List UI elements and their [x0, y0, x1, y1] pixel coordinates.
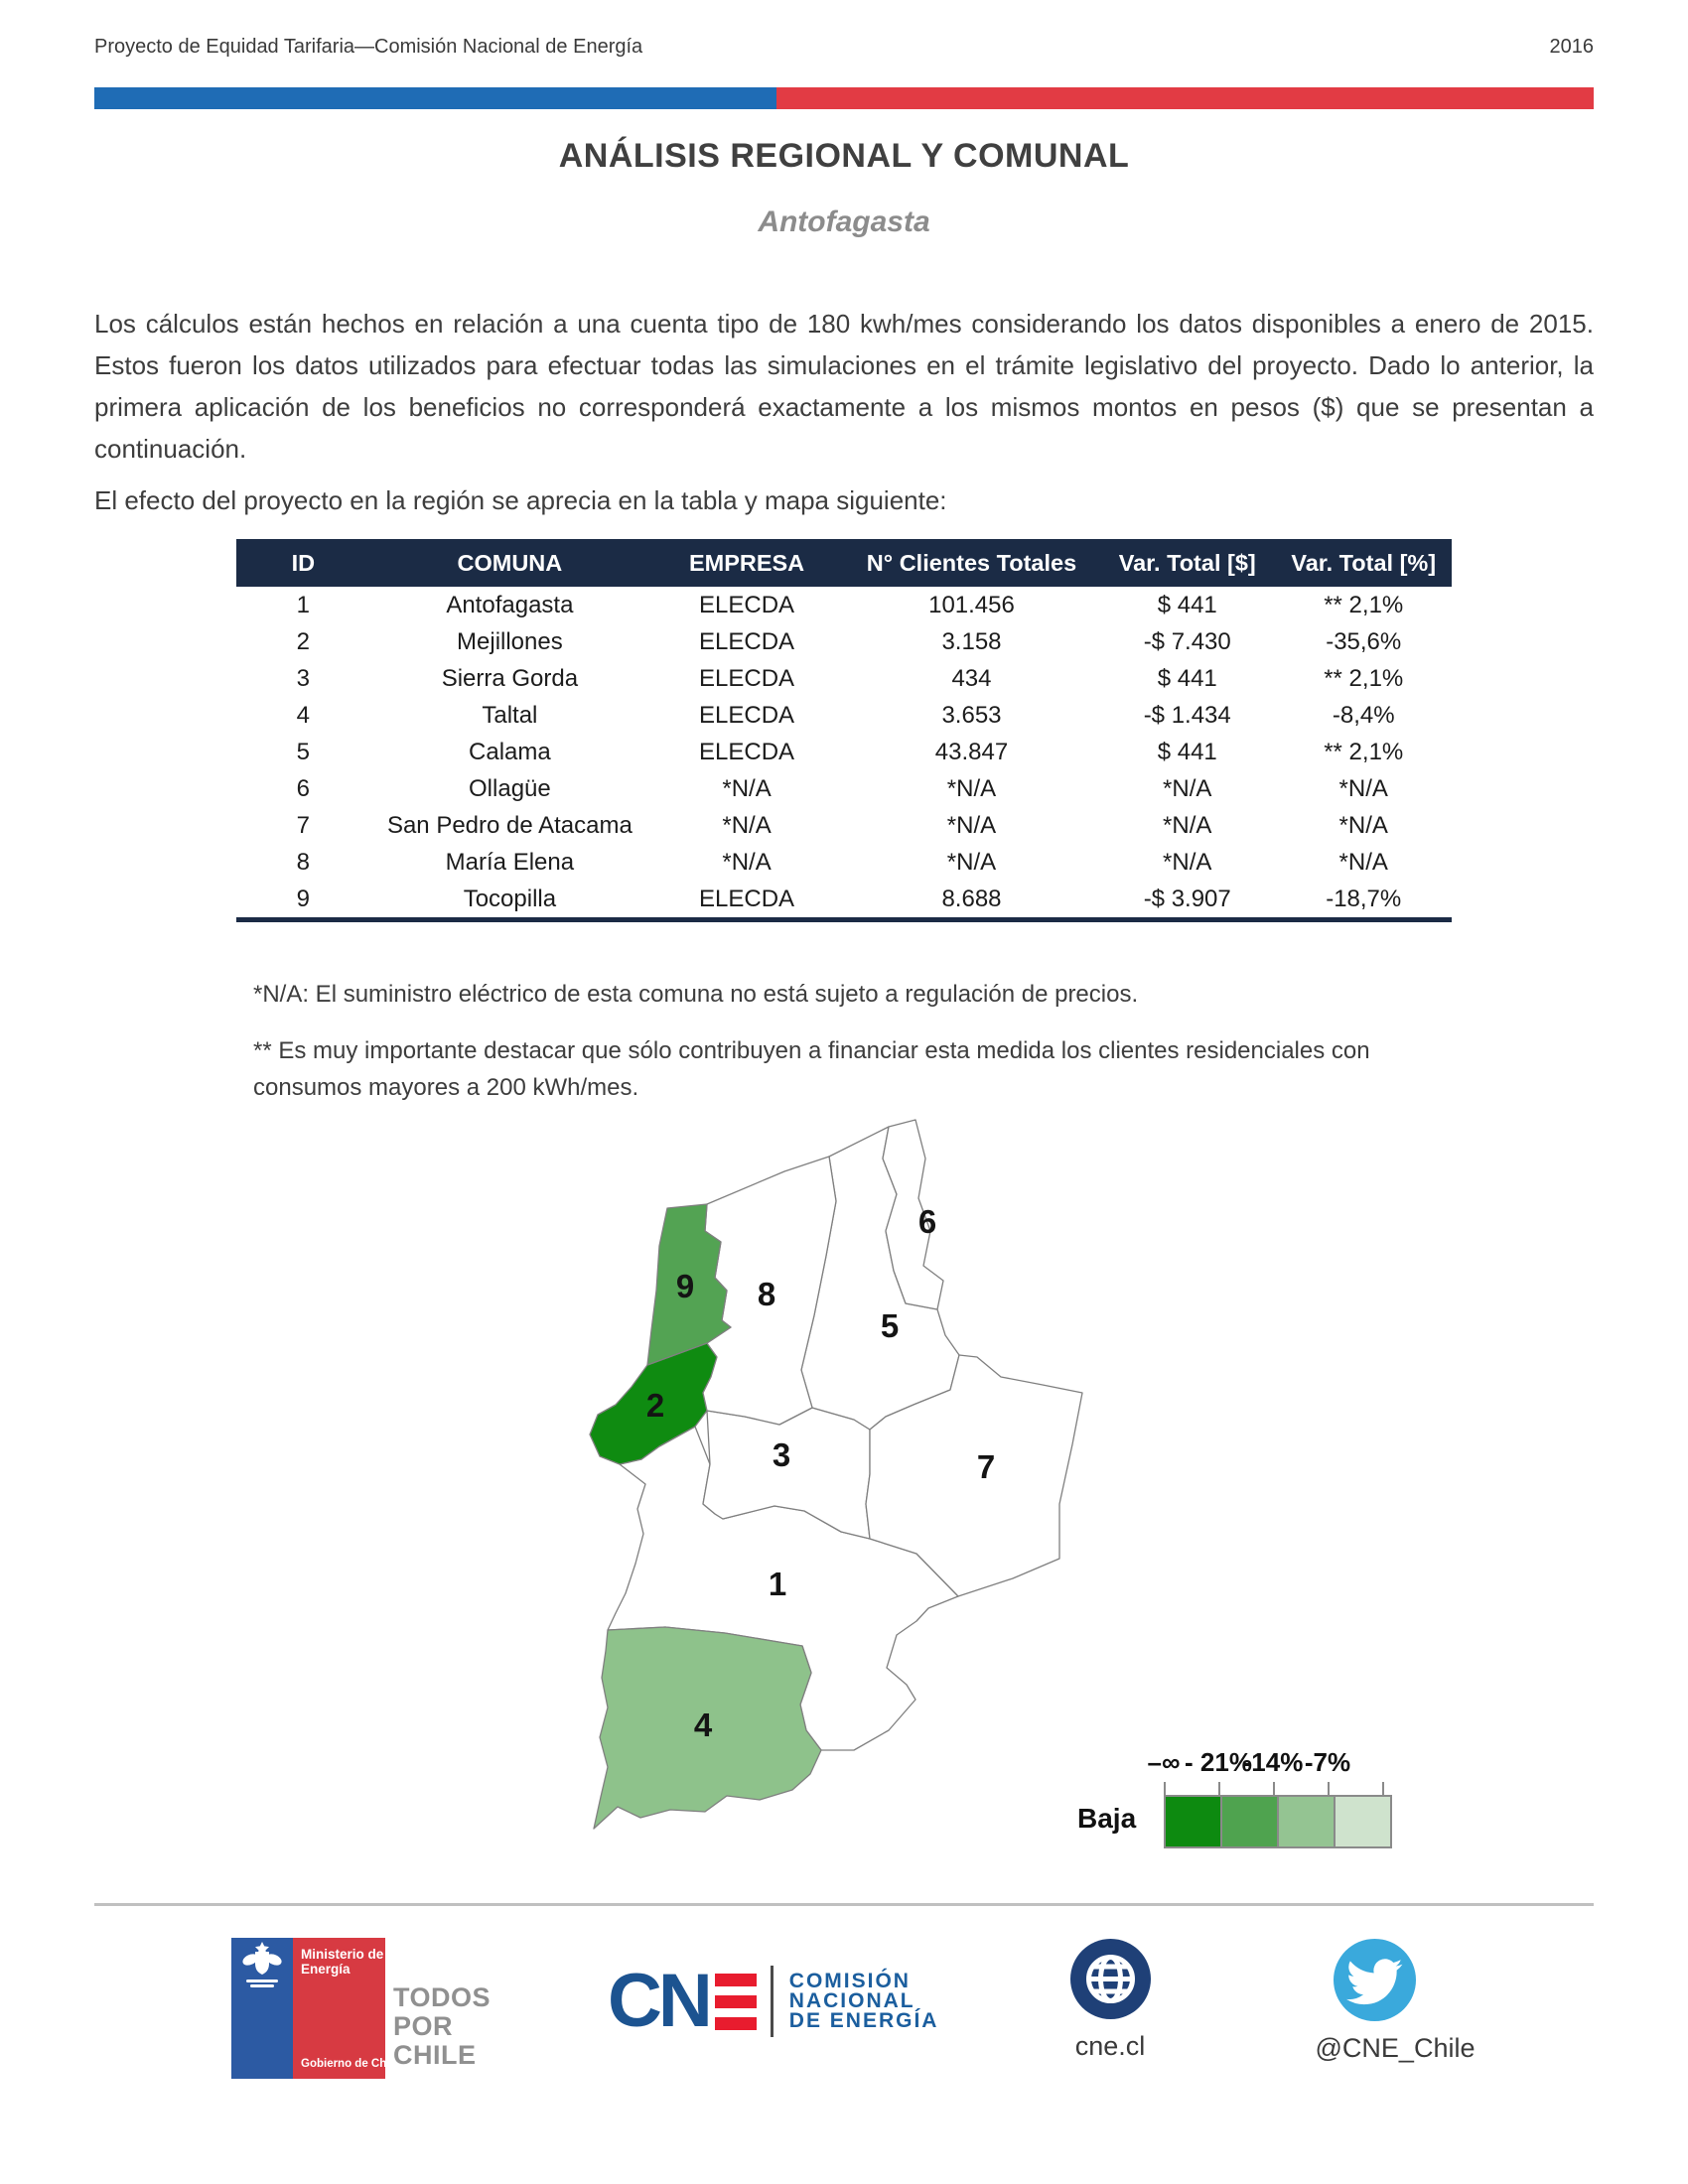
coat-of-arms-icon: [240, 1938, 284, 1997]
document-header-title: Proyecto de Equidad Tarifaria—Comisión Nacional de Energía: [94, 36, 643, 58]
table-row: [236, 623, 1452, 660]
table-row: [236, 734, 1452, 770]
ministry-logo: [231, 1938, 400, 2079]
table-cell: Taltal: [482, 701, 538, 729]
ministry-title-line1: Ministerio de: [301, 1947, 384, 1962]
cne-logo-name: [789, 1972, 939, 2031]
region-map-svg: [556, 1117, 1172, 1891]
table-cell: San Pedro de Atacama: [386, 811, 633, 839]
cne-logo-acronym: CN: [608, 1959, 709, 2043]
flag-bar-red-segment: [776, 87, 1594, 109]
table-cell: *N/A: [946, 811, 997, 839]
table-cell: ELECDA: [699, 591, 795, 618]
table-cell: 5: [296, 738, 310, 765]
cne-name-line2: NACIONAL: [788, 1989, 915, 2012]
table-cell: Tocopilla: [463, 885, 557, 912]
table-row: [236, 587, 1452, 623]
legend-tick: [1382, 1782, 1384, 1795]
legend-color-cell: [1279, 1797, 1336, 1846]
table-cell: 2: [296, 627, 310, 655]
website-label: cne.cl: [1074, 2031, 1146, 2061]
table-cell: Calama: [469, 738, 551, 765]
legend-title: Baja: [1077, 1803, 1137, 1834]
table-cell: -$ 1.434: [1143, 701, 1231, 729]
table-cell: *N/A: [1338, 848, 1388, 876]
ministry-logo-government: Gobierno de Chile: [301, 2058, 400, 2070]
table-row: [236, 660, 1452, 697]
table-cell: ELECDA: [699, 738, 795, 765]
map-label-1: 1: [768, 1566, 787, 1602]
ministry-logo-blue-panel: [231, 1938, 293, 2079]
column-header: Var. Total [%]: [1275, 539, 1452, 587]
legend-tick: [1273, 1782, 1275, 1795]
table-cell: ELECDA: [699, 627, 795, 655]
table-lead-in: El efecto del proyecto en la región se aprecia en la tabla y mapa siguiente:: [94, 485, 947, 515]
cne-logo-e-bars-icon: [715, 1974, 757, 2030]
table-cell: Antofagasta: [446, 591, 574, 618]
legend-color-cell: [1222, 1797, 1279, 1846]
table-cell: ELECDA: [699, 701, 795, 729]
table-cell: 8: [296, 848, 310, 876]
table-row: [236, 807, 1452, 844]
legend-tick: [1328, 1782, 1330, 1795]
page-title: ANÁLISIS REGIONAL Y COMUNAL: [558, 137, 1130, 175]
map-label-9: 9: [675, 1268, 695, 1304]
document-header-year: 2016: [1549, 36, 1594, 58]
cne-logo-divider: [771, 1966, 774, 2037]
legend-color-cell: [1166, 1797, 1222, 1846]
table-cell: ** 2,1%: [1324, 591, 1404, 618]
table-cell: 3: [296, 664, 310, 692]
table-cell: Ollagüe: [469, 774, 551, 802]
legend-tick-label: -7%: [1304, 1747, 1351, 1777]
legend-tick-label: –∞: [1147, 1747, 1181, 1777]
table-cell: *N/A: [1338, 774, 1388, 802]
legend-ticks: [1164, 1782, 1384, 1795]
table-cell: $ 441: [1157, 738, 1217, 765]
table-cell: *N/A: [722, 774, 772, 802]
column-header: COMUNA: [370, 539, 650, 587]
column-header: ID: [236, 539, 370, 587]
table-cell: -35,6%: [1326, 627, 1402, 655]
table-cell: ELECDA: [699, 885, 795, 912]
table-row: [236, 844, 1452, 881]
table-cell: *N/A: [946, 848, 997, 876]
region-map: [556, 1117, 1172, 1891]
table-cell: 3.653: [941, 701, 1002, 729]
table-cell: 8.688: [941, 885, 1002, 912]
flag-bar-blue-segment: [94, 87, 776, 109]
table-cell: -$ 3.907: [1143, 885, 1231, 912]
column-header: EMPRESA: [649, 539, 844, 587]
todos-por-chile-wordmark: [393, 1983, 491, 2070]
table-row: [236, 697, 1452, 734]
table-cell: 4: [296, 701, 310, 729]
cne-name-line3: DE ENERGÍA: [788, 2009, 939, 2032]
table-cell: -18,7%: [1326, 885, 1402, 912]
footer-divider: [94, 1903, 1594, 1906]
table-cell: Sierra Gorda: [441, 664, 579, 692]
map-label-4: 4: [693, 1706, 713, 1743]
todos-line2: POR: [393, 2011, 454, 2041]
table-cell: *N/A: [1163, 774, 1212, 802]
map-label-3: 3: [772, 1436, 791, 1473]
comuna-table: [236, 539, 1452, 922]
table-row: [236, 881, 1452, 920]
table-cell: ** 2,1%: [1324, 664, 1404, 692]
cne-name-line1: COMISIÓN: [788, 1970, 911, 1992]
legend-tick-label: - 21%: [1185, 1747, 1252, 1777]
ministry-logo-title: [301, 1947, 385, 1977]
twitter-handle-label: @CNE_Chile: [1315, 2033, 1476, 2063]
table-cell: *N/A: [1163, 848, 1212, 876]
table-header-row: [236, 539, 1452, 587]
footnote-na: *N/A: El suministro eléctrico de esta comuna no está sujeto a regulación de precios.: [253, 981, 1139, 1008]
map-label-7: 7: [976, 1448, 996, 1485]
column-header: N° Clientes Totales: [844, 539, 1099, 587]
map-label-2: 2: [645, 1387, 665, 1424]
table-cell: 9: [296, 885, 310, 912]
legend-tick: [1218, 1782, 1220, 1795]
table-cell: 7: [296, 811, 310, 839]
table-cell: *N/A: [1338, 811, 1388, 839]
intro-paragraph: Los cálculos están hechos en relación a una cuenta tipo de 180 kwh/mes considerando los datos disponibles a enero de 2015. Estos fueron los datos utilizados para efectuar todas las simulaciones en el trámite legislativo del proyecto. Dado lo anterior, la primera aplicación de los beneficios no corresponderá exactamente a los mismos montos en pesos ($) que se presentan a continuación.: [94, 309, 1594, 464]
map-label-5: 5: [880, 1307, 900, 1344]
table-cell: ELECDA: [699, 664, 795, 692]
table-cell: *N/A: [946, 774, 997, 802]
table-cell: ** 2,1%: [1324, 738, 1404, 765]
column-header: Var. Total [$]: [1099, 539, 1275, 587]
footnote-asterisks: ** Es muy importante destacar que sólo contribuyen a financiar esta medida los clientes residenciales con consumos mayores a 200 kWh/mes.: [253, 1037, 1370, 1101]
globe-icon: [1070, 1939, 1151, 2024]
map-label-8: 8: [757, 1276, 776, 1312]
legend-tick-label: -14%: [1242, 1747, 1304, 1777]
legend-color-cell: [1336, 1797, 1390, 1846]
table-cell: $ 441: [1157, 664, 1217, 692]
table-cell: 101.456: [928, 591, 1015, 618]
twitter-icon: [1334, 1939, 1416, 2026]
todos-line1: TODOS: [393, 1982, 492, 2012]
table-cell: *N/A: [1163, 811, 1212, 839]
legend-tick-labels: [1147, 1747, 1422, 1777]
table-cell: -$ 7.430: [1143, 627, 1231, 655]
table-cell: 43.847: [934, 738, 1009, 765]
table-cell: *N/A: [722, 811, 772, 839]
table-cell: $ 441: [1157, 591, 1217, 618]
flag-divider-bar: [94, 87, 1594, 109]
table-cell: María Elena: [445, 848, 575, 876]
table-cell: 3.158: [941, 627, 1002, 655]
legend-color-scale: [1164, 1795, 1392, 1848]
table-cell: 1: [296, 591, 310, 618]
map-label-6: 6: [917, 1203, 937, 1240]
ministry-title-line2: Energía: [301, 1962, 351, 1977]
cne-logo: [608, 1959, 939, 2043]
table-cell: Mejillones: [457, 627, 563, 655]
table-cell: *N/A: [722, 848, 772, 876]
table-cell: -8,4%: [1332, 701, 1395, 729]
table-cell: 6: [296, 774, 310, 802]
todos-line3: CHILE: [393, 2040, 477, 2070]
table-head: [236, 539, 1452, 587]
legend-tick: [1164, 1782, 1166, 1795]
table-cell: 434: [951, 664, 992, 692]
table-row: [236, 770, 1452, 807]
ministry-logo-red-panel: [293, 1938, 400, 2079]
page-subtitle: Antofagasta: [758, 205, 930, 238]
table-body: [236, 587, 1452, 920]
